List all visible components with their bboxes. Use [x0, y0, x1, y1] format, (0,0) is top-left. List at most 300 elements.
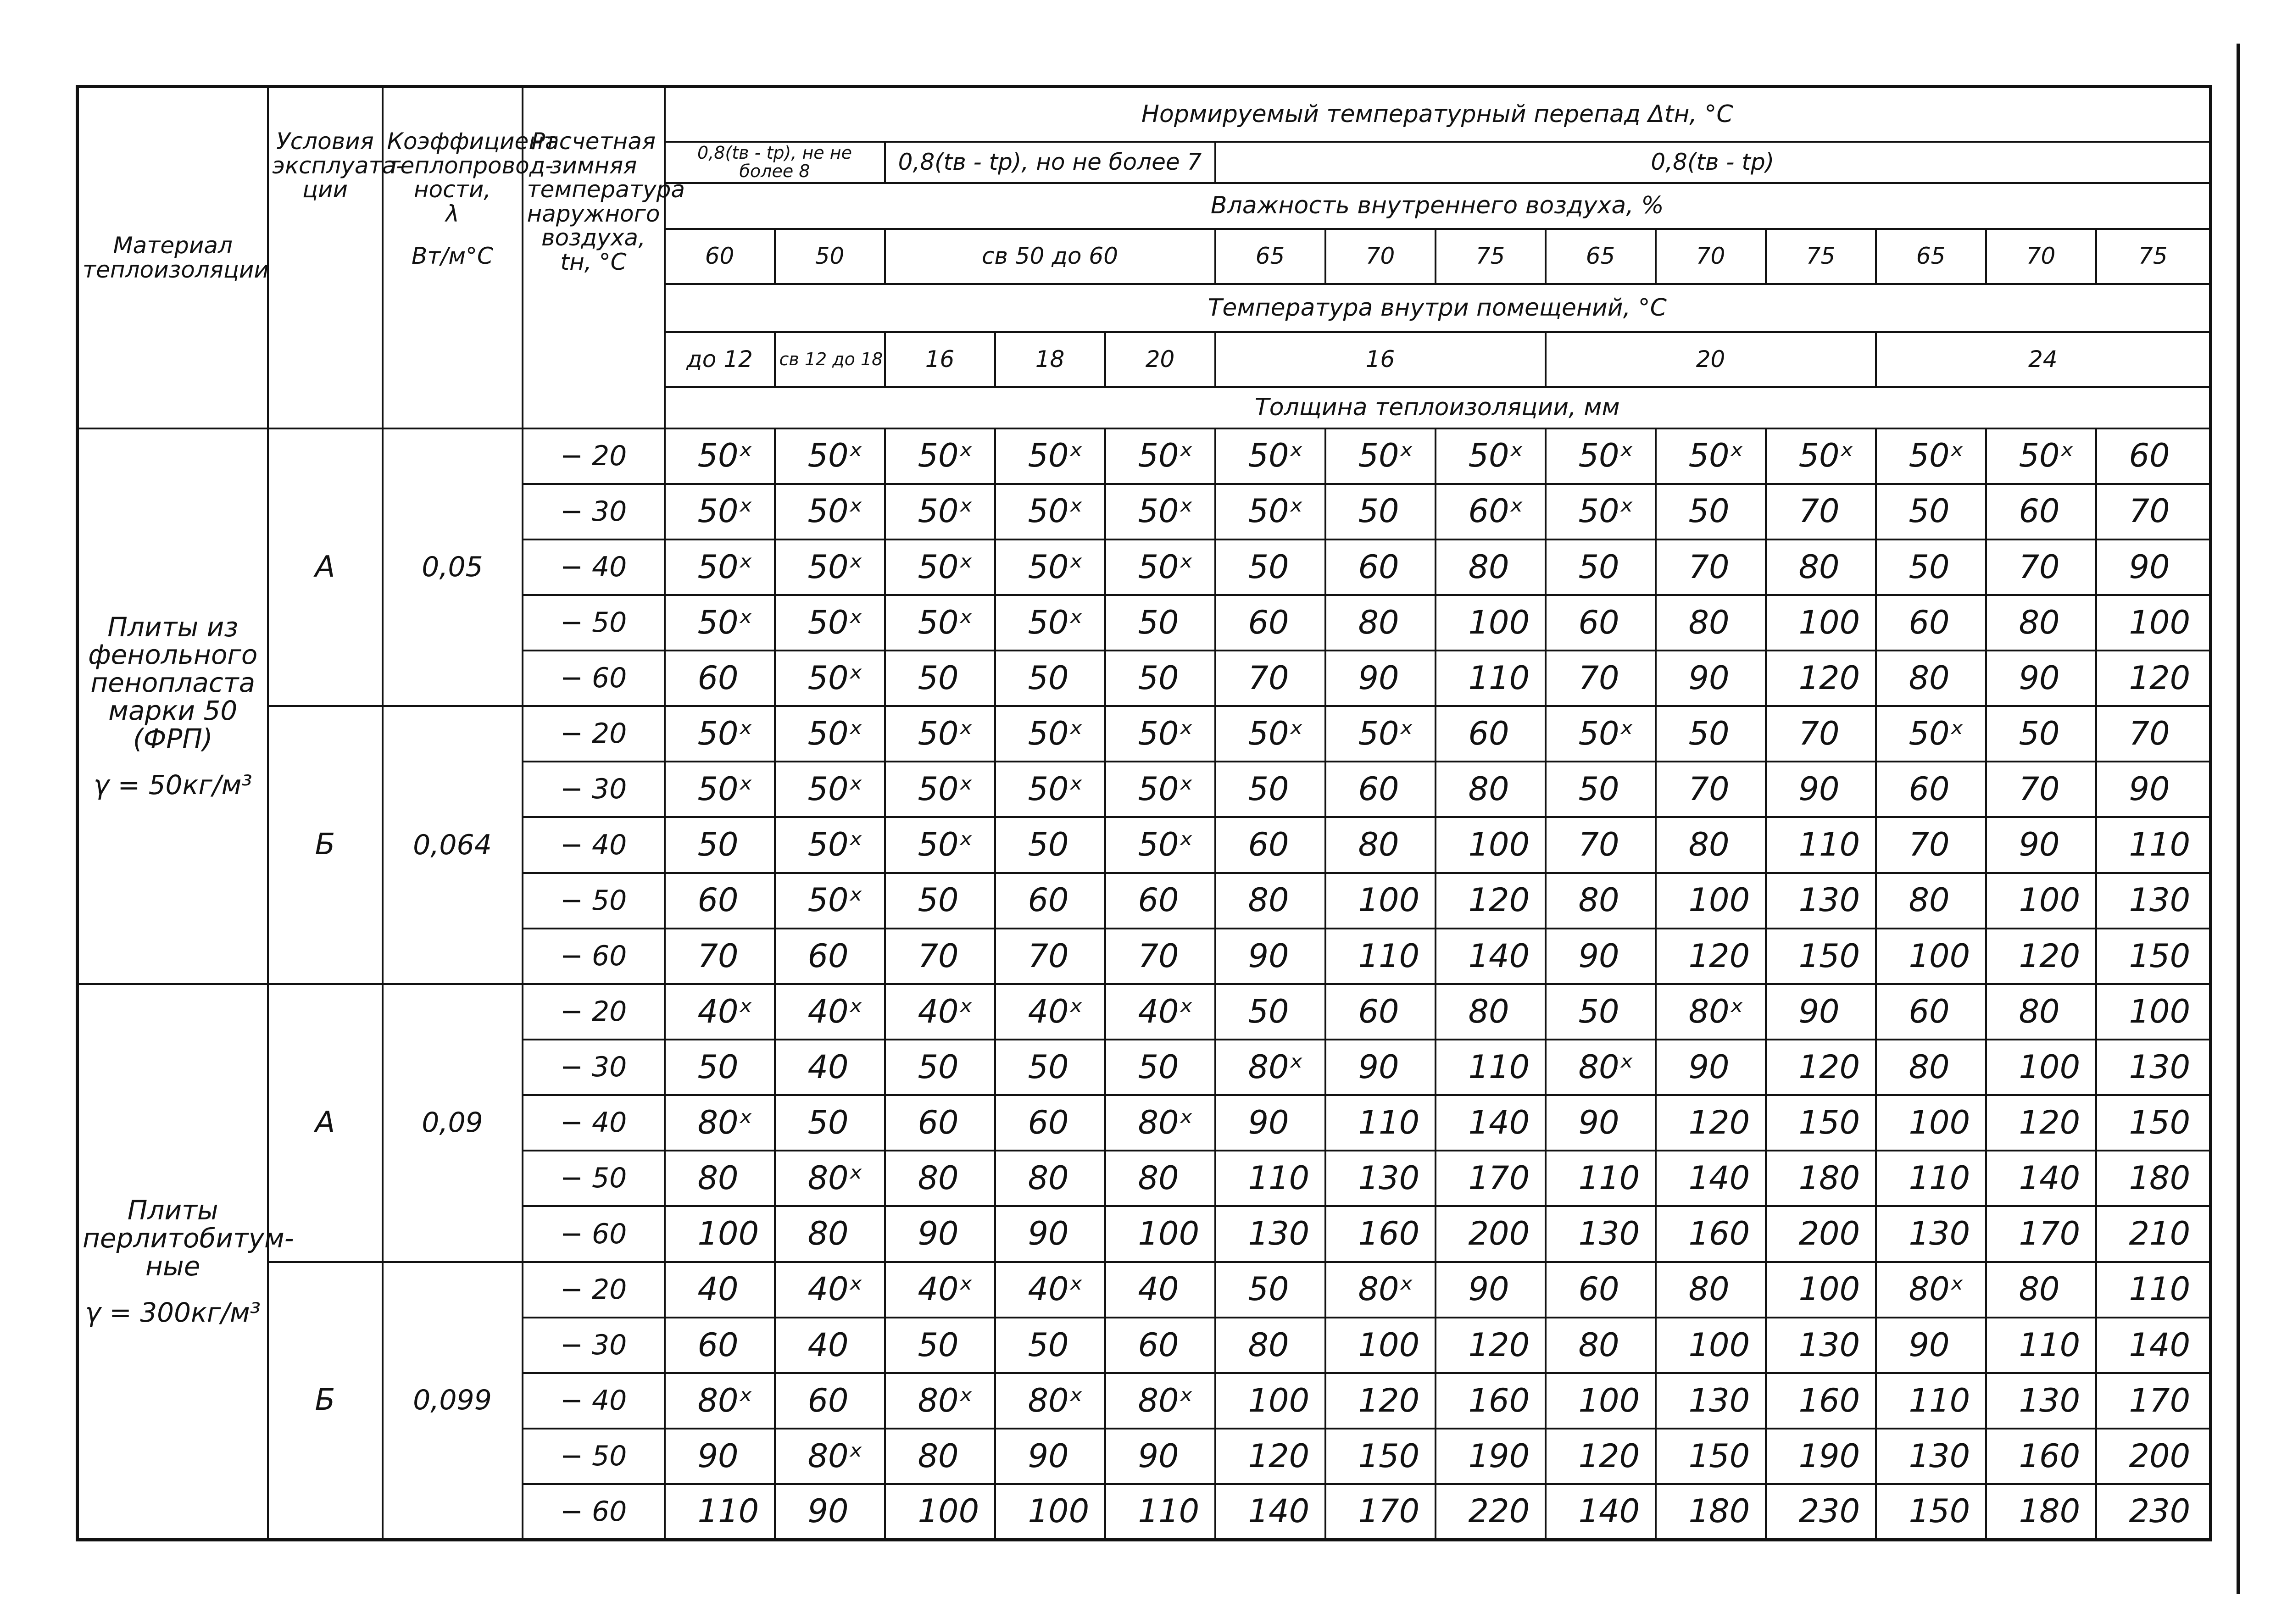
- thickness-cell: 50ˣ: [1436, 428, 1546, 484]
- header-coefficient-line: Вт/м°С: [412, 243, 493, 269]
- thickness-cell: 50ˣ: [885, 428, 995, 484]
- humidity-cell: 50: [775, 229, 885, 284]
- humidity-cell: 70: [1986, 229, 2096, 284]
- thickness-cell: 90: [995, 1429, 1105, 1484]
- thickness-cell: 50: [1215, 539, 1325, 595]
- thickness-cell: 80: [885, 1429, 995, 1484]
- thickness-cell: 90: [1876, 1318, 1986, 1373]
- thickness-cell: 80: [1986, 595, 2096, 651]
- thickness-cell: 90: [1546, 929, 1656, 984]
- outdoor-temp-cell: − 20: [523, 428, 665, 484]
- header-outdoor-temp: [523, 87, 685, 428]
- thickness-cell: 80: [1986, 984, 2096, 1040]
- thickness-cell: 70: [665, 929, 775, 984]
- thickness-cell: 50ˣ: [995, 595, 1105, 651]
- indoor-temp-cell: 16: [885, 332, 995, 387]
- thickness-cell: 90: [1656, 1040, 1766, 1095]
- thickness-cell: 80: [1325, 817, 1436, 873]
- outdoor-temp-cell: − 40: [523, 539, 665, 595]
- thickness-cell: 60: [1215, 817, 1325, 873]
- thickness-cell: 80: [1656, 595, 1766, 651]
- thickness-cell: 100: [1105, 1206, 1215, 1262]
- thickness-cell: 80ˣ: [1325, 1262, 1436, 1318]
- thickness-cell: 230: [1766, 1484, 1876, 1540]
- thickness-cell: 50: [885, 1040, 995, 1095]
- thickness-cell: 90: [1766, 984, 1876, 1040]
- thickness-cell: 50ˣ: [1986, 428, 2096, 484]
- header-outdoor-temp-line: воздуха,: [541, 224, 645, 251]
- thickness-cell: 100: [1546, 1373, 1656, 1429]
- thickness-cell: 50ˣ: [665, 762, 775, 817]
- thickness-cell: 70: [1215, 651, 1325, 706]
- header-conditions-line: Условия: [276, 128, 374, 155]
- outdoor-temp-cell: − 60: [523, 929, 665, 984]
- thickness-cell: 100: [995, 1484, 1105, 1540]
- indoor-temp-cell: 18: [995, 332, 1105, 387]
- thickness-cell: 140: [1656, 1151, 1766, 1206]
- outdoor-temp-cell: − 60: [523, 1484, 665, 1540]
- indoor-temp-cell: 24: [1876, 332, 2211, 387]
- thickness-cell: 130: [1876, 1429, 1986, 1484]
- header-conditions-line: эксплуата-: [272, 152, 405, 179]
- thickness-cell: 130: [1325, 1151, 1436, 1206]
- header-diff-a: 0,8(tв - tр), не не более 8: [665, 142, 885, 183]
- header-coefficient: [383, 87, 557, 428]
- thickness-cell: 100: [2096, 595, 2211, 651]
- thickness-cell: 80ˣ: [1105, 1095, 1215, 1151]
- thickness-cell: 100: [1876, 929, 1986, 984]
- thickness-cell: 190: [1766, 1429, 1876, 1484]
- thickness-cell: 50ˣ: [775, 428, 885, 484]
- thickness-cell: 50ˣ: [775, 873, 885, 929]
- thickness-cell: 170: [1436, 1151, 1546, 1206]
- thickness-cell: 60: [775, 929, 885, 984]
- thickness-cell: 50ˣ: [1325, 428, 1436, 484]
- outdoor-temp-cell: − 50: [523, 1151, 665, 1206]
- thickness-cell: 60: [775, 1373, 885, 1429]
- material-line: (ФРП): [133, 723, 213, 755]
- material-cell: [78, 984, 294, 1540]
- coefficient-cell: 0,099: [383, 1262, 523, 1540]
- thickness-cell: 60: [1105, 873, 1215, 929]
- thickness-cell: 120: [1436, 1318, 1546, 1373]
- thickness-cell: 110: [2096, 817, 2211, 873]
- thickness-cell: 100: [1766, 1262, 1876, 1318]
- thickness-cell: 40ˣ: [995, 984, 1105, 1040]
- thickness-cell: 140: [1436, 1095, 1546, 1151]
- thickness-cell: 50: [665, 817, 775, 873]
- thickness-cell: 50: [885, 651, 995, 706]
- thickness-cell: 60: [1325, 984, 1436, 1040]
- header-material-line: Материал: [113, 232, 233, 259]
- thickness-cell: 200: [2096, 1429, 2211, 1484]
- header-conditions: [268, 87, 405, 428]
- outdoor-temp-cell: − 40: [523, 1373, 665, 1429]
- thickness-cell: 50: [1546, 762, 1656, 817]
- material-line: γ = 300кг/м³: [85, 1296, 261, 1328]
- thickness-cell: 80: [775, 1206, 885, 1262]
- thickness-cell: 60: [1436, 706, 1546, 762]
- material-line: перлитобитум-: [83, 1223, 294, 1254]
- indoor-temp-cell: св 12 до 18: [775, 332, 885, 387]
- thickness-cell: 90: [665, 1429, 775, 1484]
- thickness-cell: 110: [1325, 1095, 1436, 1151]
- thickness-cell: 60: [1546, 1262, 1656, 1318]
- thickness-cell: 110: [1876, 1373, 1986, 1429]
- thickness-cell: 60: [665, 1318, 775, 1373]
- thickness-cell: 60ˣ: [1436, 484, 1546, 539]
- thickness-cell: 100: [1986, 873, 2096, 929]
- thickness-cell: 70: [885, 929, 995, 984]
- thickness-cell: 50ˣ: [885, 706, 995, 762]
- thickness-cell: 90: [1986, 651, 2096, 706]
- thickness-cell: 50ˣ: [665, 484, 775, 539]
- thickness-cell: 200: [1766, 1206, 1876, 1262]
- material-line: пенопласта: [90, 667, 256, 699]
- thickness-cell: 150: [2096, 1095, 2211, 1151]
- thickness-cell: 50ˣ: [1766, 428, 1876, 484]
- thickness-cell: 50: [1876, 539, 1986, 595]
- thickness-cell: 80: [1876, 651, 1986, 706]
- material-line: фенольного: [88, 639, 258, 671]
- thickness-cell: 90: [2096, 539, 2211, 595]
- material-line: марки 50: [108, 695, 238, 727]
- thickness-cell: 60: [1876, 762, 1986, 817]
- thickness-cell: 70: [1656, 762, 1766, 817]
- thickness-cell: 80ˣ: [1215, 1040, 1325, 1095]
- thickness-cell: 90: [995, 1206, 1105, 1262]
- thickness-cell: 100: [1986, 1040, 2096, 1095]
- thickness-cell: 90: [1766, 762, 1876, 817]
- thickness-cell: 50ˣ: [775, 817, 885, 873]
- table-row: [78, 984, 2211, 1040]
- table-row: [78, 1262, 2211, 1318]
- thickness-cell: 100: [1876, 1095, 1986, 1151]
- outdoor-temp-cell: − 30: [523, 1040, 665, 1095]
- thickness-cell: 80: [1546, 873, 1656, 929]
- outdoor-temp-cell: − 60: [523, 1206, 665, 1262]
- thickness-cell: 70: [995, 929, 1105, 984]
- thickness-cell: 150: [1325, 1429, 1436, 1484]
- indoor-temp-cell: 20: [1105, 332, 1215, 387]
- humidity-cell: 60: [665, 229, 775, 284]
- thickness-cell: 50ˣ: [885, 817, 995, 873]
- document-sheet: [76, 85, 2209, 1541]
- header-coefficient-line: теплопровод-: [387, 152, 554, 179]
- thickness-cell: 130: [1656, 1373, 1766, 1429]
- header-material-line: теплоизоляции: [83, 256, 269, 283]
- thickness-cell: 110: [1436, 651, 1546, 706]
- thickness-cell: 130: [2096, 873, 2211, 929]
- thickness-cell: 70: [1986, 762, 2096, 817]
- material-line: Плиты: [127, 1195, 218, 1226]
- thickness-cell: 60: [665, 873, 775, 929]
- thickness-cell: 90: [1325, 651, 1436, 706]
- thickness-cell: 130: [1546, 1206, 1656, 1262]
- thickness-cell: 50ˣ: [1546, 484, 1656, 539]
- header-outdoor-temp-line: наружного: [527, 200, 660, 227]
- thickness-cell: 120: [1436, 873, 1546, 929]
- thickness-cell: 130: [1215, 1206, 1325, 1262]
- thickness-cell: 80: [1436, 984, 1546, 1040]
- thickness-cell: 80: [1546, 1318, 1656, 1373]
- thickness-cell: 180: [2096, 1151, 2211, 1206]
- thickness-cell: 100: [885, 1484, 995, 1540]
- thickness-cell: 120: [1986, 1095, 2096, 1151]
- thickness-cell: 140: [1546, 1484, 1656, 1540]
- thickness-cell: 160: [1436, 1373, 1546, 1429]
- thickness-cell: 120: [1215, 1429, 1325, 1484]
- thickness-cell: 80ˣ: [775, 1429, 885, 1484]
- thickness-cell: 90: [775, 1484, 885, 1540]
- coefficient-cell: 0,064: [383, 706, 523, 984]
- thickness-cell: 130: [2096, 1040, 2211, 1095]
- thickness-cell: 100: [1436, 595, 1546, 651]
- header-humidity-title: Влажность внутреннего воздуха, %: [665, 183, 2211, 229]
- thickness-cell: 50: [775, 1095, 885, 1151]
- thickness-cell: 50: [995, 817, 1105, 873]
- thickness-cell: 70: [1546, 817, 1656, 873]
- thickness-cell: 50: [1105, 651, 1215, 706]
- thickness-cell: 50ˣ: [995, 539, 1105, 595]
- thickness-cell: 50ˣ: [1215, 484, 1325, 539]
- thickness-cell: 50ˣ: [1105, 539, 1215, 595]
- thickness-cell: 50ˣ: [665, 539, 775, 595]
- thickness-cell: 50: [1215, 984, 1325, 1040]
- material-line: ные: [145, 1250, 200, 1282]
- humidity-cell: 65: [1546, 229, 1656, 284]
- thickness-cell: 150: [1656, 1429, 1766, 1484]
- thickness-cell: 200: [1436, 1206, 1546, 1262]
- outdoor-temp-cell: − 30: [523, 1318, 665, 1373]
- outdoor-temp-cell: − 50: [523, 873, 665, 929]
- thickness-cell: 110: [1766, 817, 1876, 873]
- humidity-cell: 70: [1656, 229, 1766, 284]
- thickness-cell: 70: [2096, 484, 2211, 539]
- thickness-cell: 70: [1546, 651, 1656, 706]
- thickness-cell: 80: [1325, 595, 1436, 651]
- thickness-cell: 50ˣ: [995, 428, 1105, 484]
- coefficient-cell: 0,09: [383, 984, 523, 1262]
- outdoor-temp-cell: − 50: [523, 595, 665, 651]
- header-diff-b: 0,8(tв - tр), но не более 7: [885, 142, 1215, 183]
- thickness-cell: 50ˣ: [1105, 706, 1215, 762]
- thickness-cell: 40ˣ: [665, 984, 775, 1040]
- thickness-cell: 50: [1656, 706, 1766, 762]
- humidity-cell: 75: [1436, 229, 1546, 284]
- header-coefficient-line: Коэффициент: [387, 128, 557, 155]
- thickness-cell: 170: [1325, 1484, 1436, 1540]
- thickness-cell: 80ˣ: [665, 1095, 775, 1151]
- header-outdoor-temp-line: tн, °С: [560, 248, 627, 275]
- thickness-cell: 50ˣ: [665, 706, 775, 762]
- condition-cell: А: [268, 984, 383, 1262]
- thickness-cell: 50ˣ: [1105, 817, 1215, 873]
- thickness-cell: 80: [1766, 539, 1876, 595]
- thickness-cell: 60: [1325, 539, 1436, 595]
- thickness-cell: 80: [885, 1151, 995, 1206]
- thickness-cell: 50ˣ: [995, 706, 1105, 762]
- thickness-cell: 50ˣ: [885, 595, 995, 651]
- thickness-cell: 80: [1105, 1151, 1215, 1206]
- thickness-cell: 210: [2096, 1206, 2211, 1262]
- thickness-cell: 170: [1986, 1206, 2096, 1262]
- thickness-cell: 80ˣ: [995, 1373, 1105, 1429]
- thickness-cell: 180: [1766, 1151, 1876, 1206]
- thickness-cell: 120: [1546, 1429, 1656, 1484]
- thickness-cell: 110: [1215, 1151, 1325, 1206]
- humidity-cell: 75: [1766, 229, 1876, 284]
- thickness-cell: 140: [1436, 929, 1546, 984]
- header-material: [78, 87, 268, 428]
- thickness-cell: 50: [995, 1318, 1105, 1373]
- thickness-cell: 110: [1436, 1040, 1546, 1095]
- thickness-cell: 60: [885, 1095, 995, 1151]
- indoor-temp-cell: до 12: [665, 332, 775, 387]
- thickness-cell: 90: [1215, 1095, 1325, 1151]
- thickness-cell: 170: [2096, 1373, 2211, 1429]
- thickness-cell: 230: [2096, 1484, 2211, 1540]
- material-cell: [78, 428, 268, 984]
- thickness-cell: 190: [1436, 1429, 1546, 1484]
- thickness-cell: 50ˣ: [665, 595, 775, 651]
- thickness-cell: 50: [1215, 762, 1325, 817]
- thickness-cell: 70: [1986, 539, 2096, 595]
- thickness-cell: 50ˣ: [1105, 484, 1215, 539]
- thickness-cell: 220: [1436, 1484, 1546, 1540]
- thickness-cell: 140: [2096, 1318, 2211, 1373]
- thickness-cell: 40ˣ: [1105, 984, 1215, 1040]
- right-margin-rule: [2237, 44, 2240, 1594]
- header-outdoor-temp-line: зимняя: [550, 152, 637, 179]
- thickness-cell: 60: [1876, 984, 1986, 1040]
- material-line: γ = 50кг/м³: [93, 769, 252, 801]
- humidity-cell: 70: [1325, 229, 1436, 284]
- header-thickness-title: Толщина теплоизоляции, мм: [665, 387, 2211, 428]
- thickness-cell: 90: [1436, 1262, 1546, 1318]
- thickness-cell: 100: [2096, 984, 2211, 1040]
- thickness-cell: 160: [1656, 1206, 1766, 1262]
- thickness-cell: 50ˣ: [995, 762, 1105, 817]
- thickness-cell: 80ˣ: [1546, 1040, 1656, 1095]
- thickness-cell: 130: [1876, 1206, 1986, 1262]
- thickness-cell: 50: [1105, 1040, 1215, 1095]
- thickness-cell: 40: [1105, 1262, 1215, 1318]
- thickness-cell: 80: [1215, 873, 1325, 929]
- thickness-cell: 50ˣ: [1656, 428, 1766, 484]
- thickness-cell: 100: [1325, 1318, 1436, 1373]
- table-header: [78, 87, 2211, 428]
- outdoor-temp-cell: − 50: [523, 1429, 665, 1484]
- thickness-cell: 50: [665, 1040, 775, 1095]
- thickness-cell: 50: [1656, 484, 1766, 539]
- table-body: [78, 428, 2211, 1540]
- thickness-cell: 90: [1325, 1040, 1436, 1095]
- thickness-cell: 140: [1215, 1484, 1325, 1540]
- material-line: Плиты из: [107, 611, 239, 643]
- thickness-cell: 130: [1766, 1318, 1876, 1373]
- thickness-cell: 120: [1766, 651, 1876, 706]
- thickness-cell: 50: [1105, 595, 1215, 651]
- thickness-cell: 120: [1766, 1040, 1876, 1095]
- thickness-cell: 50: [885, 873, 995, 929]
- header-coefficient-line: ности,: [413, 176, 491, 203]
- thickness-cell: 50ˣ: [1546, 428, 1656, 484]
- thickness-cell: 50ˣ: [665, 428, 775, 484]
- indoor-temp-cell: 16: [1215, 332, 1546, 387]
- thickness-cell: 80: [1986, 1262, 2096, 1318]
- thickness-cell: 50: [995, 1040, 1105, 1095]
- humidity-cell: св 50 до 60: [885, 229, 1215, 284]
- outdoor-temp-cell: − 20: [523, 984, 665, 1040]
- thickness-cell: 80ˣ: [1656, 984, 1766, 1040]
- thickness-cell: 50ˣ: [1325, 706, 1436, 762]
- thickness-cell: 150: [1876, 1484, 1986, 1540]
- header-diff-c: 0,8(tв - tр): [1215, 142, 2211, 183]
- thickness-cell: 90: [1215, 929, 1325, 984]
- thickness-cell: 70: [1766, 484, 1876, 539]
- thickness-cell: 80ˣ: [1876, 1262, 1986, 1318]
- thickness-cell: 70: [1105, 929, 1215, 984]
- thickness-cell: 70: [1766, 706, 1876, 762]
- thickness-cell: 50ˣ: [885, 762, 995, 817]
- thickness-cell: 80: [1436, 762, 1546, 817]
- thickness-cell: 80: [995, 1151, 1105, 1206]
- outdoor-temp-cell: − 60: [523, 651, 665, 706]
- thickness-cell: 50ˣ: [775, 706, 885, 762]
- thickness-cell: 50ˣ: [885, 539, 995, 595]
- thickness-cell: 90: [1986, 817, 2096, 873]
- thickness-cell: 80: [1876, 1040, 1986, 1095]
- thickness-cell: 60: [1546, 595, 1656, 651]
- thickness-cell: 40ˣ: [775, 984, 885, 1040]
- thickness-cell: 40: [775, 1040, 885, 1095]
- thickness-cell: 40: [775, 1318, 885, 1373]
- thickness-cell: 80: [1215, 1318, 1325, 1373]
- thickness-cell: 100: [1325, 873, 1436, 929]
- outdoor-temp-cell: − 30: [523, 762, 665, 817]
- thickness-cell: 50: [885, 1318, 995, 1373]
- thickness-cell: 60: [1325, 762, 1436, 817]
- thickness-cell: 130: [1986, 1373, 2096, 1429]
- thickness-cell: 70: [2096, 706, 2211, 762]
- thickness-cell: 50ˣ: [775, 484, 885, 539]
- thickness-cell: 60: [2096, 428, 2211, 484]
- outdoor-temp-cell: − 20: [523, 706, 665, 762]
- thickness-cell: 80: [665, 1151, 775, 1206]
- thickness-cell: 40ˣ: [995, 1262, 1105, 1318]
- thickness-cell: 50ˣ: [1876, 706, 1986, 762]
- thickness-cell: 120: [2096, 651, 2211, 706]
- thickness-cell: 40ˣ: [775, 1262, 885, 1318]
- thickness-cell: 110: [1105, 1484, 1215, 1540]
- thickness-cell: 120: [1325, 1373, 1436, 1429]
- indoor-temp-cell: 20: [1546, 332, 1876, 387]
- thickness-cell: 50ˣ: [1546, 706, 1656, 762]
- thickness-cell: 80ˣ: [775, 1151, 885, 1206]
- thickness-cell: 80: [1436, 539, 1546, 595]
- thickness-cell: 160: [1325, 1206, 1436, 1262]
- thickness-cell: 100: [1766, 595, 1876, 651]
- thickness-cell: 60: [1105, 1318, 1215, 1373]
- thickness-cell: 50ˣ: [775, 651, 885, 706]
- thickness-cell: 80: [1656, 817, 1766, 873]
- thickness-cell: 110: [1986, 1318, 2096, 1373]
- outdoor-temp-cell: − 20: [523, 1262, 665, 1318]
- outdoor-temp-cell: − 30: [523, 484, 665, 539]
- thickness-cell: 40ˣ: [885, 1262, 995, 1318]
- thickness-cell: 120: [1656, 1095, 1766, 1151]
